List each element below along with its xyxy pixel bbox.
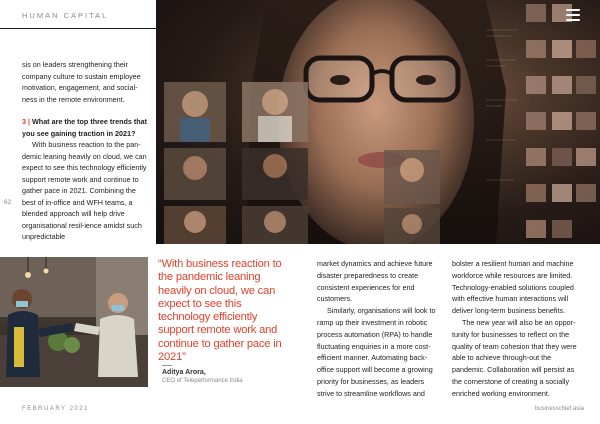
article-column-1 xyxy=(22,59,148,243)
pull-quote: “With business reaction to the pandemic leaning heavily on cloud, we can expect to see this technology efficiently support remote work and continue to gather pace in 2021” xyxy=(158,258,282,364)
col4-paragraph-2: The new year will also be an oppor-tunity for businesses to reflect on the quality of team cohesion that they were able to achieve through-out the pandemic. Collaboration will persist as the cornerstone of creating a socially enriched working environment. xyxy=(452,317,577,398)
office-photo xyxy=(0,257,148,387)
col4-paragraph-1: bolster a resilient human and machine workforce while resources are limited. Technology-enabled solutions coupled with effective human interactions will deliver long-term business benefits. xyxy=(452,259,574,316)
menu-bar xyxy=(566,19,580,21)
hamburger-menu-icon[interactable] xyxy=(566,9,580,21)
question-heading xyxy=(22,116,148,139)
hero-illustration xyxy=(156,0,600,244)
hero-image xyxy=(156,0,600,244)
col3-paragraph-2: Similarly, organisations will look to ramp up their investment in robotic process automation (RPA) to handle fluctuating enquiries in a more cost-efficient manner. Automating back-office support will become a growing priority for businesses, as leaders strive to streamline workflows and xyxy=(317,306,436,398)
quote-author: Aditya Arora, xyxy=(162,369,206,376)
menu-bar xyxy=(566,9,580,11)
quote-divider xyxy=(162,365,172,366)
header-rule xyxy=(0,28,156,29)
question-number: 3 | xyxy=(22,117,31,126)
answer-paragraph: With business reaction to the pan-demic leaning heavily on cloud, we can expect to see this technology efficiently support remote work and continue to gather pace in 2021. Combining the best of in-office and WFH teams, a blended approach will help drive organisational resil-ience amidst such unpredictable xyxy=(22,140,147,241)
section-label: HUMAN CAPITAL xyxy=(22,11,109,20)
question-text: What are the top three trends that you see gaining traction in 2021? xyxy=(22,117,148,138)
col3-paragraph-1: market dynamics and achieve future disaster preparedness to create consistent experiences for end customers. xyxy=(317,259,433,304)
footer-issue-date: FEBRUARY 2021 xyxy=(22,406,89,412)
article-column-3 xyxy=(317,258,443,400)
paragraph-gap xyxy=(22,105,148,116)
page-number: 62 xyxy=(4,199,12,206)
intro-paragraph: sis on leaders strengthening their company culture to sustain employee motivation, engagement, and social-ness in the remote environment. xyxy=(22,60,141,104)
footer-website-link[interactable]: businesschief.asia xyxy=(534,406,584,412)
menu-bar xyxy=(566,14,580,16)
office-illustration xyxy=(0,257,148,387)
quote-author-role: CEO of Teleperformance India xyxy=(162,378,243,384)
article-column-4 xyxy=(452,258,586,400)
